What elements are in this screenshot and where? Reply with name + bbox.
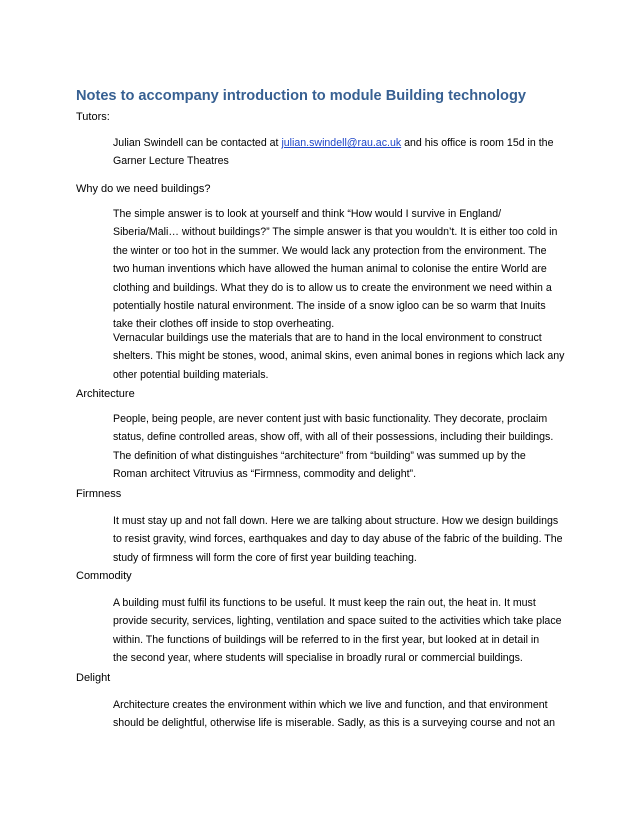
architecture-line: The definition of what distinguishes “architecture” from “building” was summed up by the: [113, 449, 526, 462]
why-paragraph-2: [113, 329, 571, 384]
architecture-line: Roman architect Vitruvius as “Firmness, commodity and delight”.: [113, 468, 417, 481]
firmness-line: It must stay up and not fall down. Here we are talking about structure. How we design buildings: [113, 515, 559, 527]
tutors-text-before-email: Julian Swindell can be contacted at: [113, 137, 282, 149]
architecture-line: People, being people, are never content just with basic functionality. They decorate, proclaim: [113, 413, 548, 425]
commodity-line: A building must fulfil its functions to be useful. It must keep the rain out, the heat in. It must: [113, 597, 536, 609]
tutors-text-after-email: and his office is room 15d in the: [401, 137, 554, 149]
firmness-line: to resist gravity, wind forces, earthquakes and day to day abuse of the fabric of the building. The: [113, 533, 563, 546]
delight-paragraph: [113, 696, 571, 733]
commodity-line: within. The functions of buildings will be referred to in the first year, but looked at in detail in: [113, 633, 540, 646]
tutors-line-2: Garner Lecture Theatres: [113, 155, 229, 168]
commodity-line: the second year, where students will specialise in broadly rural or commercial buildings.: [113, 652, 523, 665]
heading-firmness: Firmness: [76, 488, 122, 500]
heading-tutors: Tutors:: [76, 111, 110, 123]
why-p1-line: two human inventions which have allowed the human animal to colonise the entire World are: [113, 263, 547, 276]
why-p1-line: clothing and buildings. What they do is to allow us to create the environment we need within a: [113, 281, 552, 294]
document-title: Notes to accompany introduction to module Building technology: [76, 88, 526, 104]
heading-delight: Delight: [76, 672, 111, 684]
heading-architecture: Architecture: [76, 388, 135, 400]
email-link[interactable]: julian.swindell@rau.ac.uk: [281, 137, 402, 149]
commodity-line: provide security, services, lighting, ventilation and space suited to the activities which take place: [113, 615, 562, 628]
why-p2-line: shelters. This might be stones, wood, animal skins, even animal bones in regions which lack any: [113, 350, 565, 363]
why-p2-line: Vernacular buildings use the materials that are to hand in the local environment to construct: [113, 332, 542, 344]
why-p1-line: Siberia/Mali… without buildings?” The simple answer is that you wouldn’t. It is either too cold in: [113, 226, 558, 239]
heading-why-buildings: Why do we need buildings?: [76, 183, 211, 195]
why-p1-line: The simple answer is to look at yourself and think “How would I survive in England/: [113, 208, 502, 220]
delight-line: should be delightful, otherwise life is miserable. Sadly, as this is a surveying course and not an: [113, 717, 556, 730]
heading-commodity: Commodity: [76, 570, 132, 582]
why-p2-line: other potential building materials.: [113, 368, 269, 381]
why-p1-line: potentially hostile natural environment. The inside of a snow igloo can be so warm that Inuits: [113, 300, 546, 313]
firmness-paragraph: [113, 512, 571, 567]
firmness-line: study of firmness will form the core of first year building teaching.: [113, 551, 417, 564]
tutors-line-1: [113, 134, 571, 152]
commodity-paragraph: [113, 594, 571, 668]
architecture-line: status, define controlled areas, show off, with all of their possessions, including their buildings.: [113, 431, 554, 444]
delight-line: Architecture creates the environment within which we live and function, and that environment: [113, 699, 548, 711]
tutors-paragraph: [113, 134, 571, 171]
why-paragraph-1: [113, 205, 571, 334]
architecture-paragraph: [113, 410, 571, 484]
why-p1-line: the winter or too hot in the summer. We would lack any protection from the environment. The: [113, 244, 547, 257]
why-p1-line: take their clothes off inside to stop overheating.: [113, 318, 335, 331]
